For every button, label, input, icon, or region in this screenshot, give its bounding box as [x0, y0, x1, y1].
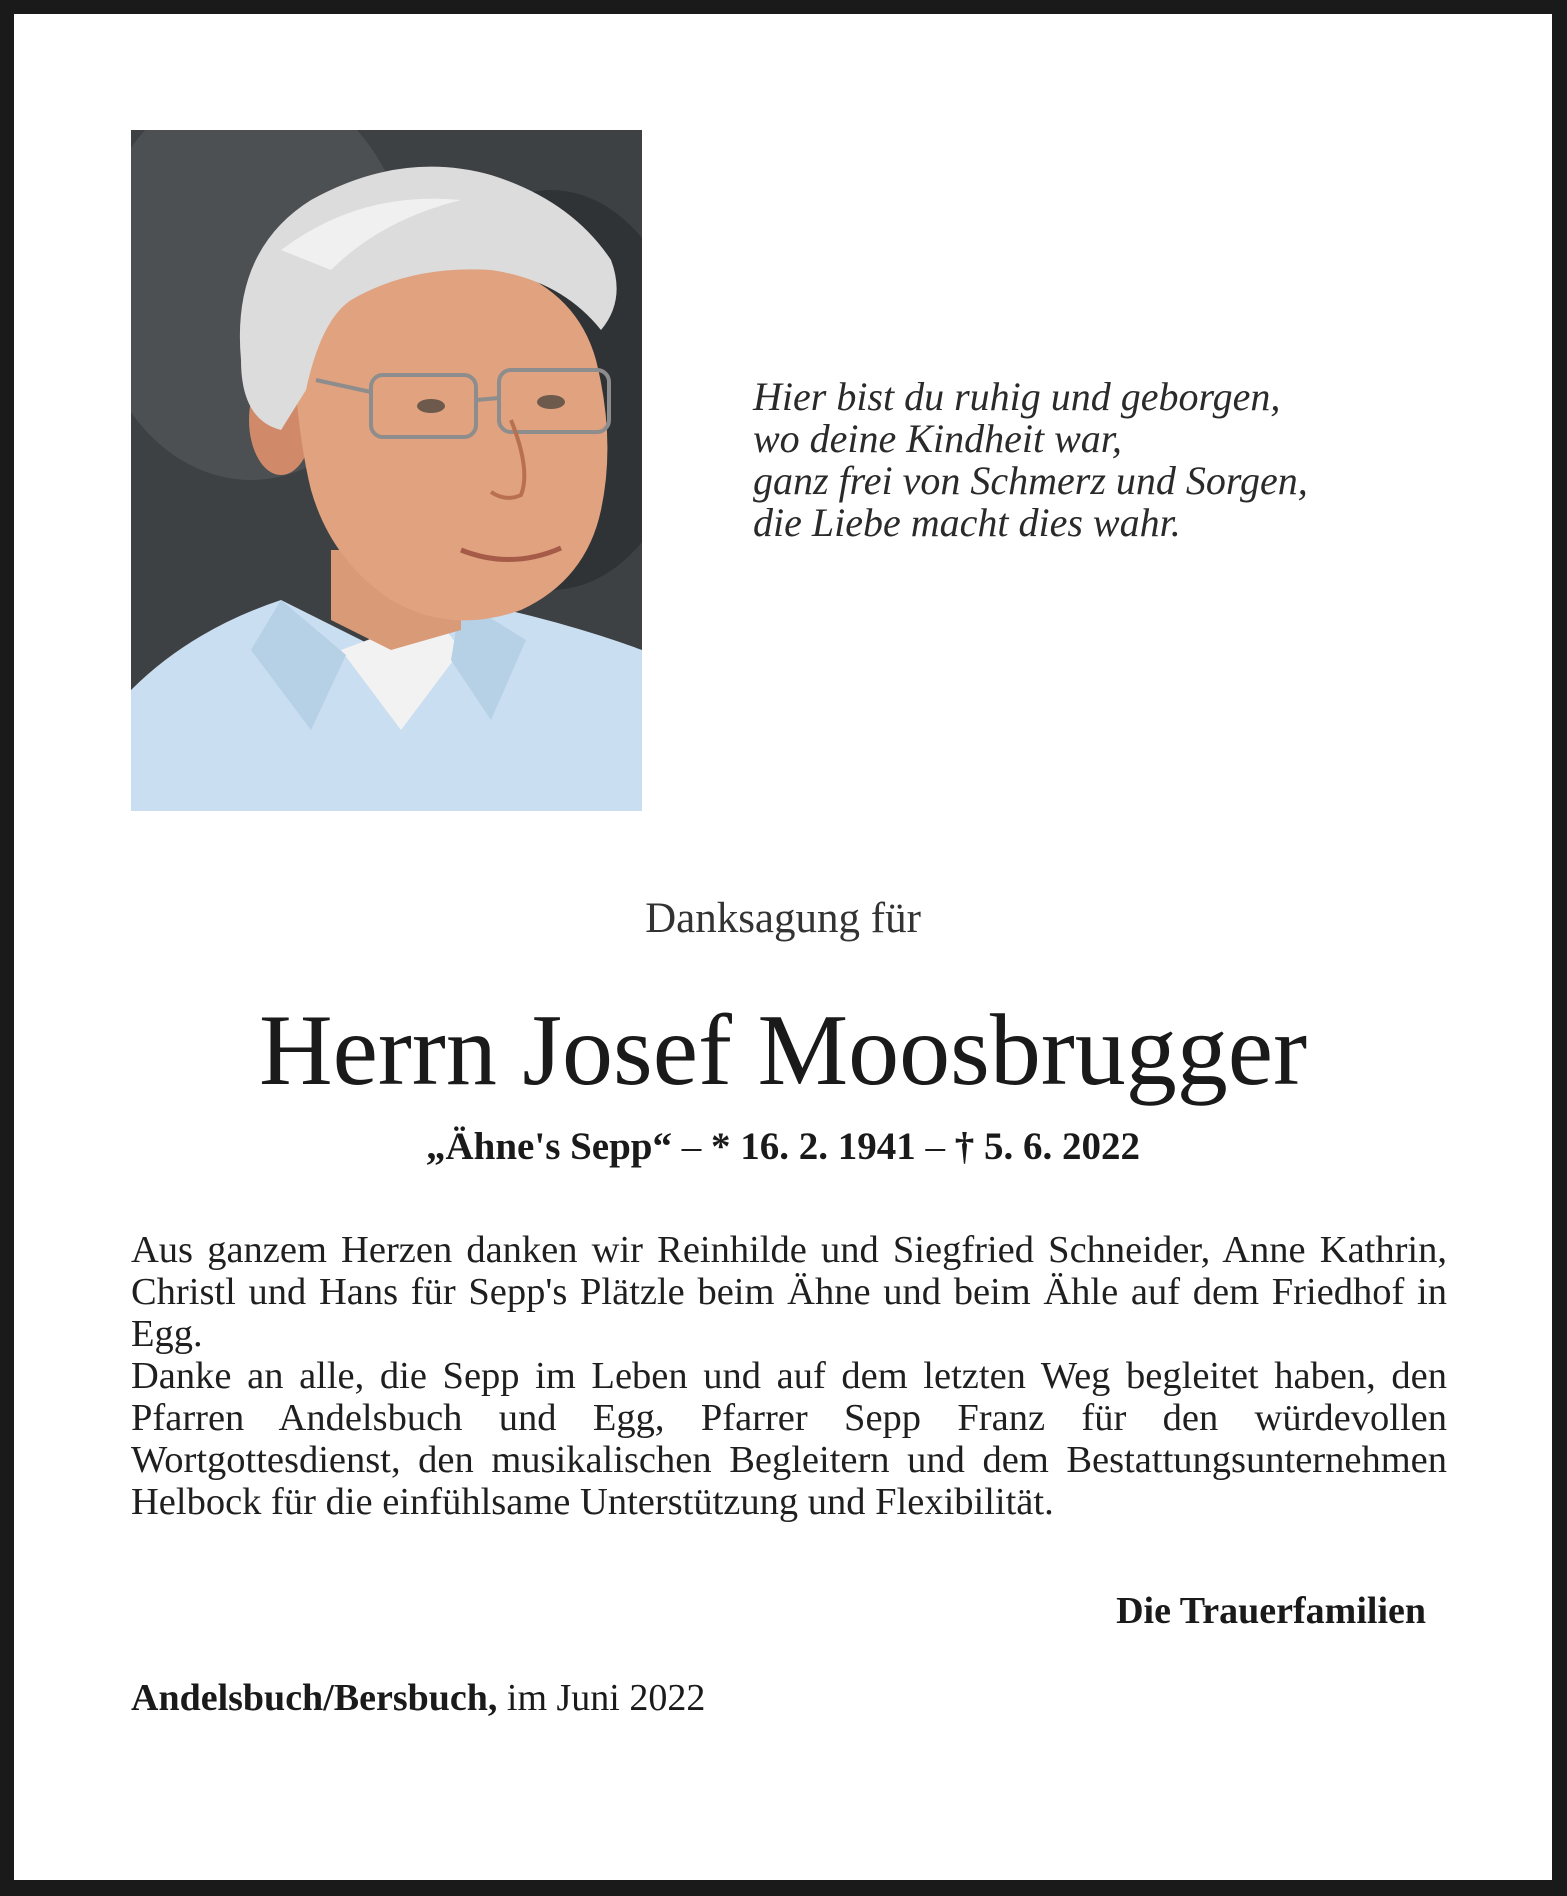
poem-line: die Liebe macht dies wahr.: [753, 500, 1181, 545]
life-dates: [14, 1124, 1552, 1169]
poem: [753, 376, 1308, 544]
poem-line: Hier bist du ruhig und geborgen,: [753, 374, 1281, 419]
paragraph: Danke an alle, die Sepp im Leben und auf dem letzten Weg begleitet haben, den Pfarren Andelsbuch und Egg, Pfarrer Sepp Franz für den würdevollen Wortgottesdienst, den musikalischen Begleitern und dem Bestattungsunternehmen Helbock für die einfühlsame Unterstützung und Flexibilität.: [131, 1355, 1447, 1523]
place-date: [131, 1676, 705, 1720]
separator: –: [925, 1125, 945, 1168]
paragraph: Aus ganzem Herzen danken wir Reinhilde und Siegfried Schneider, Anne Kathrin, Christl und Hans für Sepp's Plätzle beim Ähne und beim Ähle auf dem Friedhof in Egg.: [131, 1229, 1447, 1355]
thank-you-text: [131, 1229, 1447, 1523]
portrait-photo: [131, 130, 642, 811]
portrait-illustration: [131, 130, 642, 811]
intro-heading: Danksagung für: [645, 895, 921, 942]
place-town: Andelsbuch/Bersbuch,: [131, 1677, 498, 1719]
signoff: Die Trauerfamilien: [1116, 1590, 1426, 1632]
poem-line: ganz frei von Schmerz und Sorgen,: [753, 458, 1308, 503]
birth-date: * 16. 2. 1941: [711, 1125, 916, 1168]
death-date: † 5. 6. 2022: [954, 1125, 1140, 1168]
obituary-page: [14, 14, 1552, 1880]
deceased-name: Herrn Josef Moosbrugger: [258, 994, 1308, 1107]
place-date-text: im Juni 2022: [506, 1677, 706, 1719]
nickname: „Ähne's Sepp“: [426, 1125, 672, 1168]
poem-line: wo deine Kindheit war,: [753, 416, 1122, 461]
separator: –: [681, 1125, 702, 1168]
